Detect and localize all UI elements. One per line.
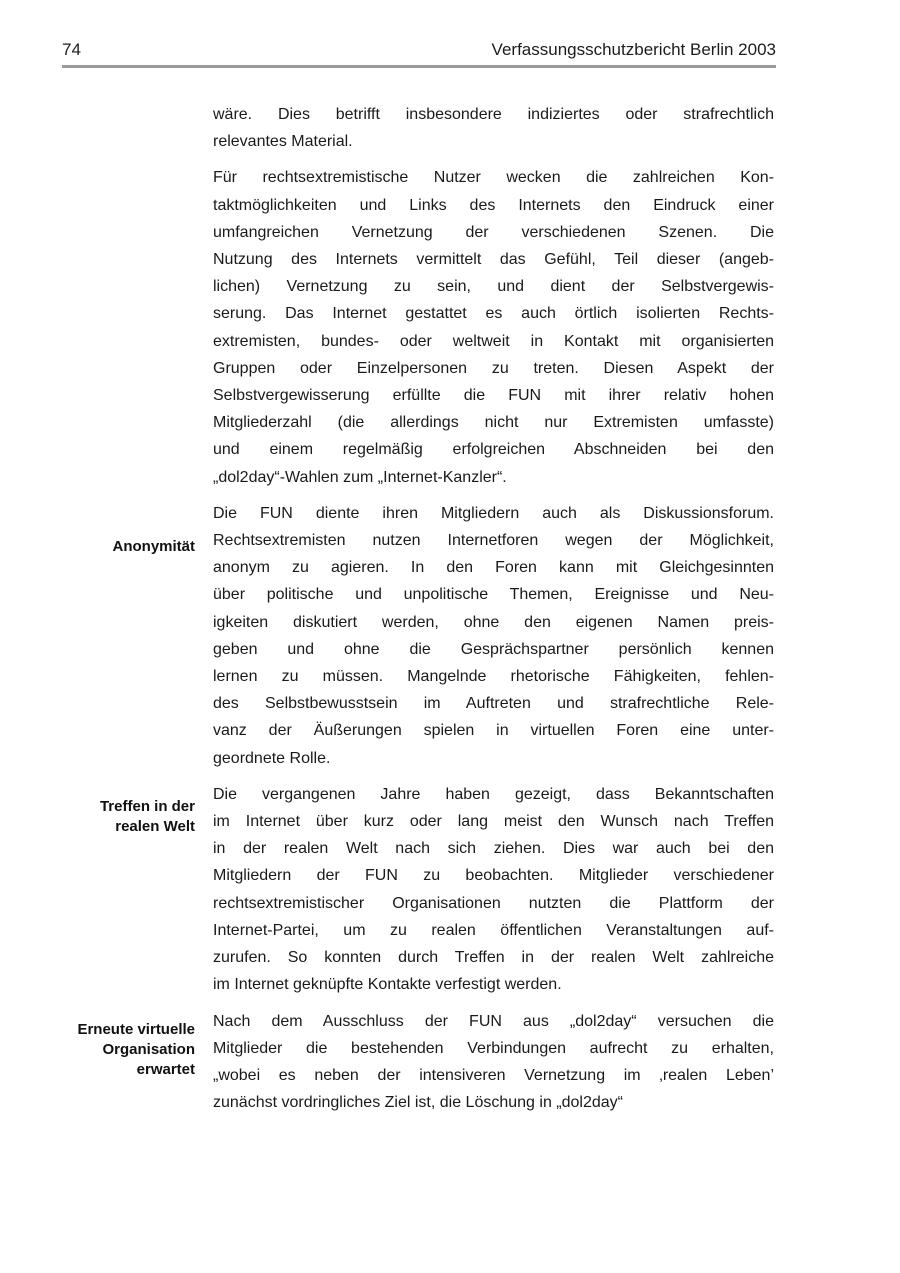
margin-label [63, 164, 195, 490]
margin-label [63, 781, 195, 999]
margin-label-line: realen Welt [115, 817, 195, 835]
text-line: Mitgliedern der FUN zu beobachten. Mitglieder verschiedener [213, 867, 774, 885]
text-line: anonym zu agieren. In den Foren kann mit Gleichgesinnten [213, 559, 774, 577]
text-line: Internet-Partei, um zu realen öffentlichen Veranstaltungen auf- [213, 921, 774, 939]
text-line: über politische und unpolitische Themen, Ereignisse und Neu- [213, 586, 774, 604]
text-line: im Internet über kurz oder lang meist den Wunsch nach Treffen [213, 813, 774, 831]
text-line: wäre. Dies betrifft insbesondere indiziertes oder strafrechtlich [213, 106, 774, 123]
text-line: umfangreichen Vernetzung der verschiedenen Szenen. Die [213, 223, 774, 241]
margin-label-line: Erneute virtuelle [77, 1020, 195, 1038]
paragraph-row [63, 500, 774, 772]
text-line: Selbstvergewisserung erfüllte die FUN mit ihrer relativ hohen [213, 387, 774, 405]
paragraph-row [63, 101, 774, 155]
text-line: in der realen Welt nach sich ziehen. Dies war auch bei den [213, 840, 774, 858]
header-title: Verfassungsschutzbericht Berlin 2003 [491, 40, 776, 59]
margin-label [63, 500, 195, 772]
margin-label-line: Treffen in der [99, 797, 195, 815]
text-line: vanz der Äußerungen spielen in virtuellen Foren eine unter- [213, 722, 774, 740]
text-line: extremisten, bundes- oder weltweit in Kontakt mit organisierten [213, 332, 774, 350]
margin-label [63, 1008, 195, 1117]
text-line: lichen) Vernetzung zu sein, und dient der Selbstvergewis- [213, 278, 774, 296]
page-content [63, 101, 774, 1116]
margin-label-line: erwartet [136, 1060, 195, 1078]
text-line: Gruppen oder Einzelpersonen zu treten. Diesen Aspekt der [213, 359, 774, 377]
text-line: und einem regelmäßig erfolgreichen Abschneiden bei den [213, 441, 774, 459]
text-line: zunächst vordringliches Ziel ist, die Löschung in „dol2day“ [213, 1094, 623, 1112]
paragraph-row [63, 1008, 774, 1117]
text-line: geordnete Rolle. [213, 749, 331, 767]
text-line: lernen zu müssen. Mangelnde rhetorische Fähigkeiten, fehlen- [213, 668, 774, 686]
paragraph [213, 164, 774, 490]
text-line: Für rechtsextremistische Nutzer wecken die zahlreichen Kon- [213, 169, 774, 187]
text-line: igkeiten diskutiert werden, ohne den eigenen Namen preis- [213, 613, 774, 631]
margin-label-line: Anonymität [112, 537, 195, 555]
text-line: Mitgliederzahl (die allerdings nicht nur Extremisten umfasste) [213, 414, 774, 432]
text-line: zurufen. So konnten durch Treffen in der realen Welt zahlreiche [213, 949, 774, 967]
paragraph-row [63, 781, 774, 999]
text-line: „dol2day“-Wahlen zum „Internet-Kanzler“. [213, 468, 507, 486]
margin-label-line: Organisation [102, 1040, 195, 1058]
paragraph [213, 500, 774, 772]
text-line: Die FUN diente ihren Mitgliedern auch als Diskussionsforum. [213, 504, 774, 522]
page-header [62, 40, 776, 68]
text-line: relevantes Material. [213, 133, 353, 151]
text-line: geben und ohne die Gesprächspartner persönlich kennen [213, 640, 774, 658]
text-line: serung. Das Internet gestattet es auch örtlich isolierten Rechts- [213, 305, 774, 323]
text-line: „wobei es neben der intensiveren Vernetzung im ‚realen Leben’ [213, 1066, 774, 1084]
paragraph [213, 101, 774, 155]
text-line: Die vergangenen Jahre haben gezeigt, dass Bekanntschaften [213, 785, 774, 803]
text-line: Rechtsextremisten nutzen Internetforen wegen der Möglichkeit, [213, 532, 774, 550]
text-line: Nach dem Ausschluss der FUN aus „dol2day“ versuchen die [213, 1012, 774, 1030]
margin-label [63, 101, 195, 155]
paragraph-row [63, 164, 774, 490]
text-line: taktmöglichkeiten und Links des Internets den Eindruck einer [213, 196, 774, 214]
text-line: Nutzung des Internets vermittelt das Gefühl, Teil dieser (angeb- [213, 251, 774, 269]
text-line: rechtsextremistischer Organisationen nutzten die Plattform der [213, 894, 774, 912]
text-line: Mitglieder die bestehenden Verbindungen aufrecht zu erhalten, [213, 1039, 774, 1057]
text-line: des Selbstbewusstsein im Auftreten und strafrechtliche Rele- [213, 695, 774, 713]
page-number: 74 [62, 40, 81, 59]
paragraph [213, 781, 774, 999]
text-line: im Internet geknüpfte Kontakte verfestigt werden. [213, 976, 562, 994]
paragraph [213, 1008, 774, 1117]
